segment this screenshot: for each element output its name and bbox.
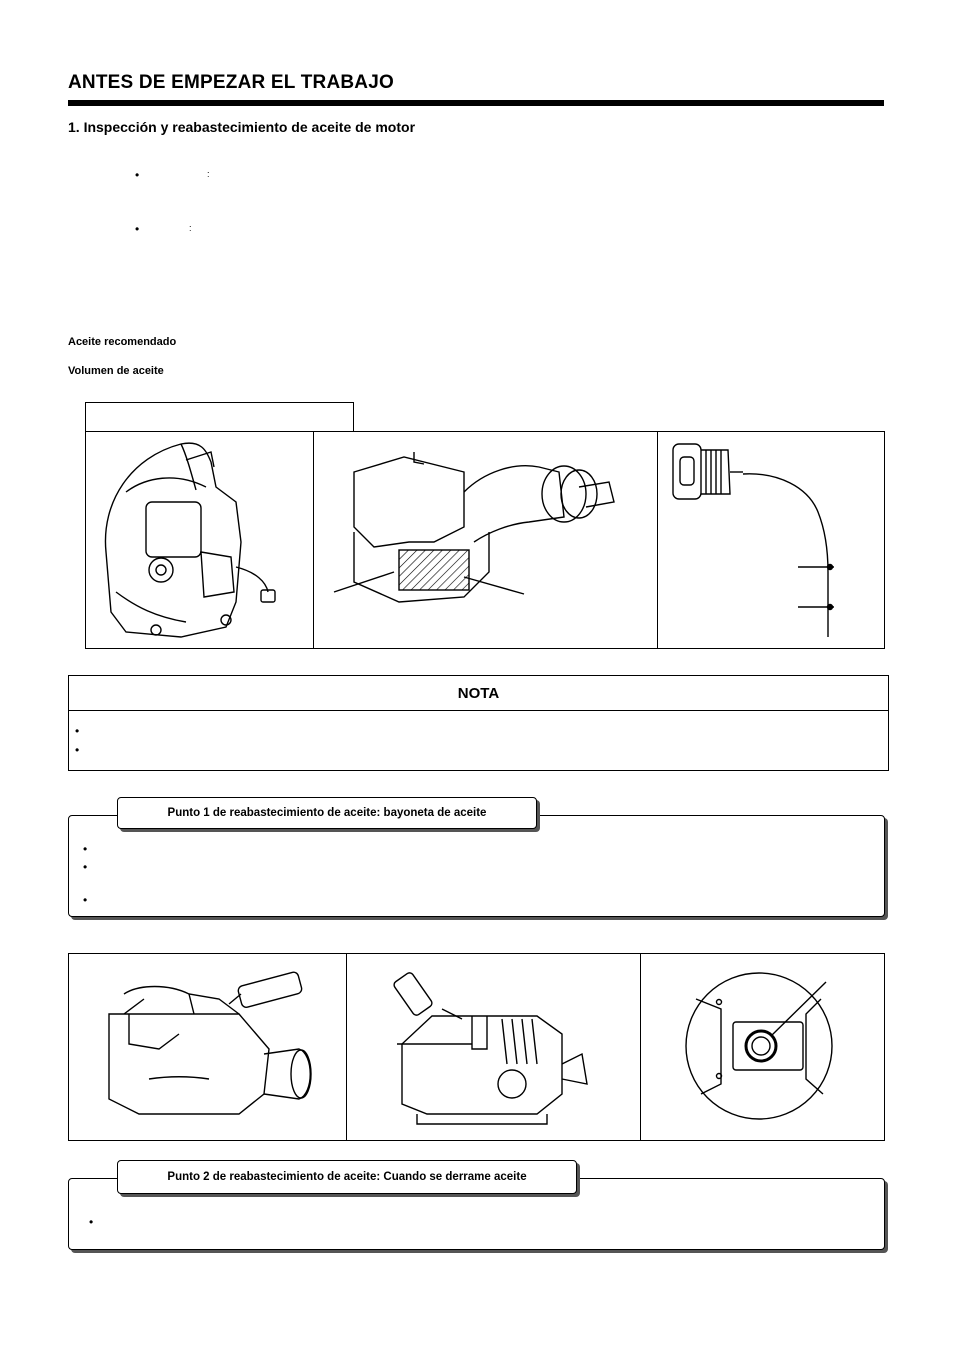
figure-row-2	[68, 953, 885, 1141]
title-underline	[68, 100, 884, 106]
note-box	[68, 675, 889, 771]
figure-row-1	[85, 431, 885, 649]
point1-box	[68, 815, 885, 917]
intro-bullet-2	[135, 222, 139, 236]
intro-bullet-2-colon: :	[189, 223, 192, 233]
blower-engine-illustration	[86, 432, 312, 648]
oil-volume-label: Volumen de aceite	[68, 365, 164, 377]
point2-bullet-1: •	[89, 1215, 94, 1229]
note-bullet-2: •	[75, 743, 80, 757]
page-title: ANTES DE EMPEZAR EL TRABAJO	[68, 72, 394, 93]
bullet-marker: •	[135, 168, 140, 182]
intro-bullet-1-colon: :	[207, 169, 210, 179]
figure-oil-tank-cutaway	[314, 432, 658, 648]
note-bullet-1: •	[75, 724, 80, 738]
refill-side-view-illustration	[69, 954, 345, 1140]
figure-refill-filler-view	[347, 954, 641, 1140]
oil-tank-cutaway-illustration	[314, 432, 656, 648]
figure-oil-dipstick	[658, 432, 884, 648]
point1-bullet-1: •	[83, 842, 88, 856]
intro-bullet-1	[135, 168, 139, 182]
oil-cap-detail-illustration	[641, 954, 884, 1140]
figure-refill-side-view	[69, 954, 347, 1140]
figure-blower-engine	[86, 432, 314, 648]
point1-tab-label: Punto 1 de reabastecimiento de aceite: bayoneta de aceite	[117, 797, 537, 829]
figure-oil-cap-detail	[641, 954, 884, 1140]
recommended-oil-label: Aceite recomendado	[68, 336, 177, 348]
oil-dipstick-illustration	[658, 432, 884, 648]
bullet-marker: •	[135, 222, 140, 236]
point1-bullet-2: •	[83, 860, 88, 874]
section-subtitle: 1. Inspección y reabastecimiento de aceite de motor	[68, 119, 416, 135]
point2-tab-label: Punto 2 de reabastecimiento de aceite: Cuando se derrame aceite	[117, 1160, 577, 1194]
refill-filler-view-illustration	[347, 954, 639, 1140]
figure-caption-box	[85, 402, 354, 432]
point1-bullet-3: •	[83, 893, 88, 907]
note-heading: NOTA	[69, 676, 888, 711]
